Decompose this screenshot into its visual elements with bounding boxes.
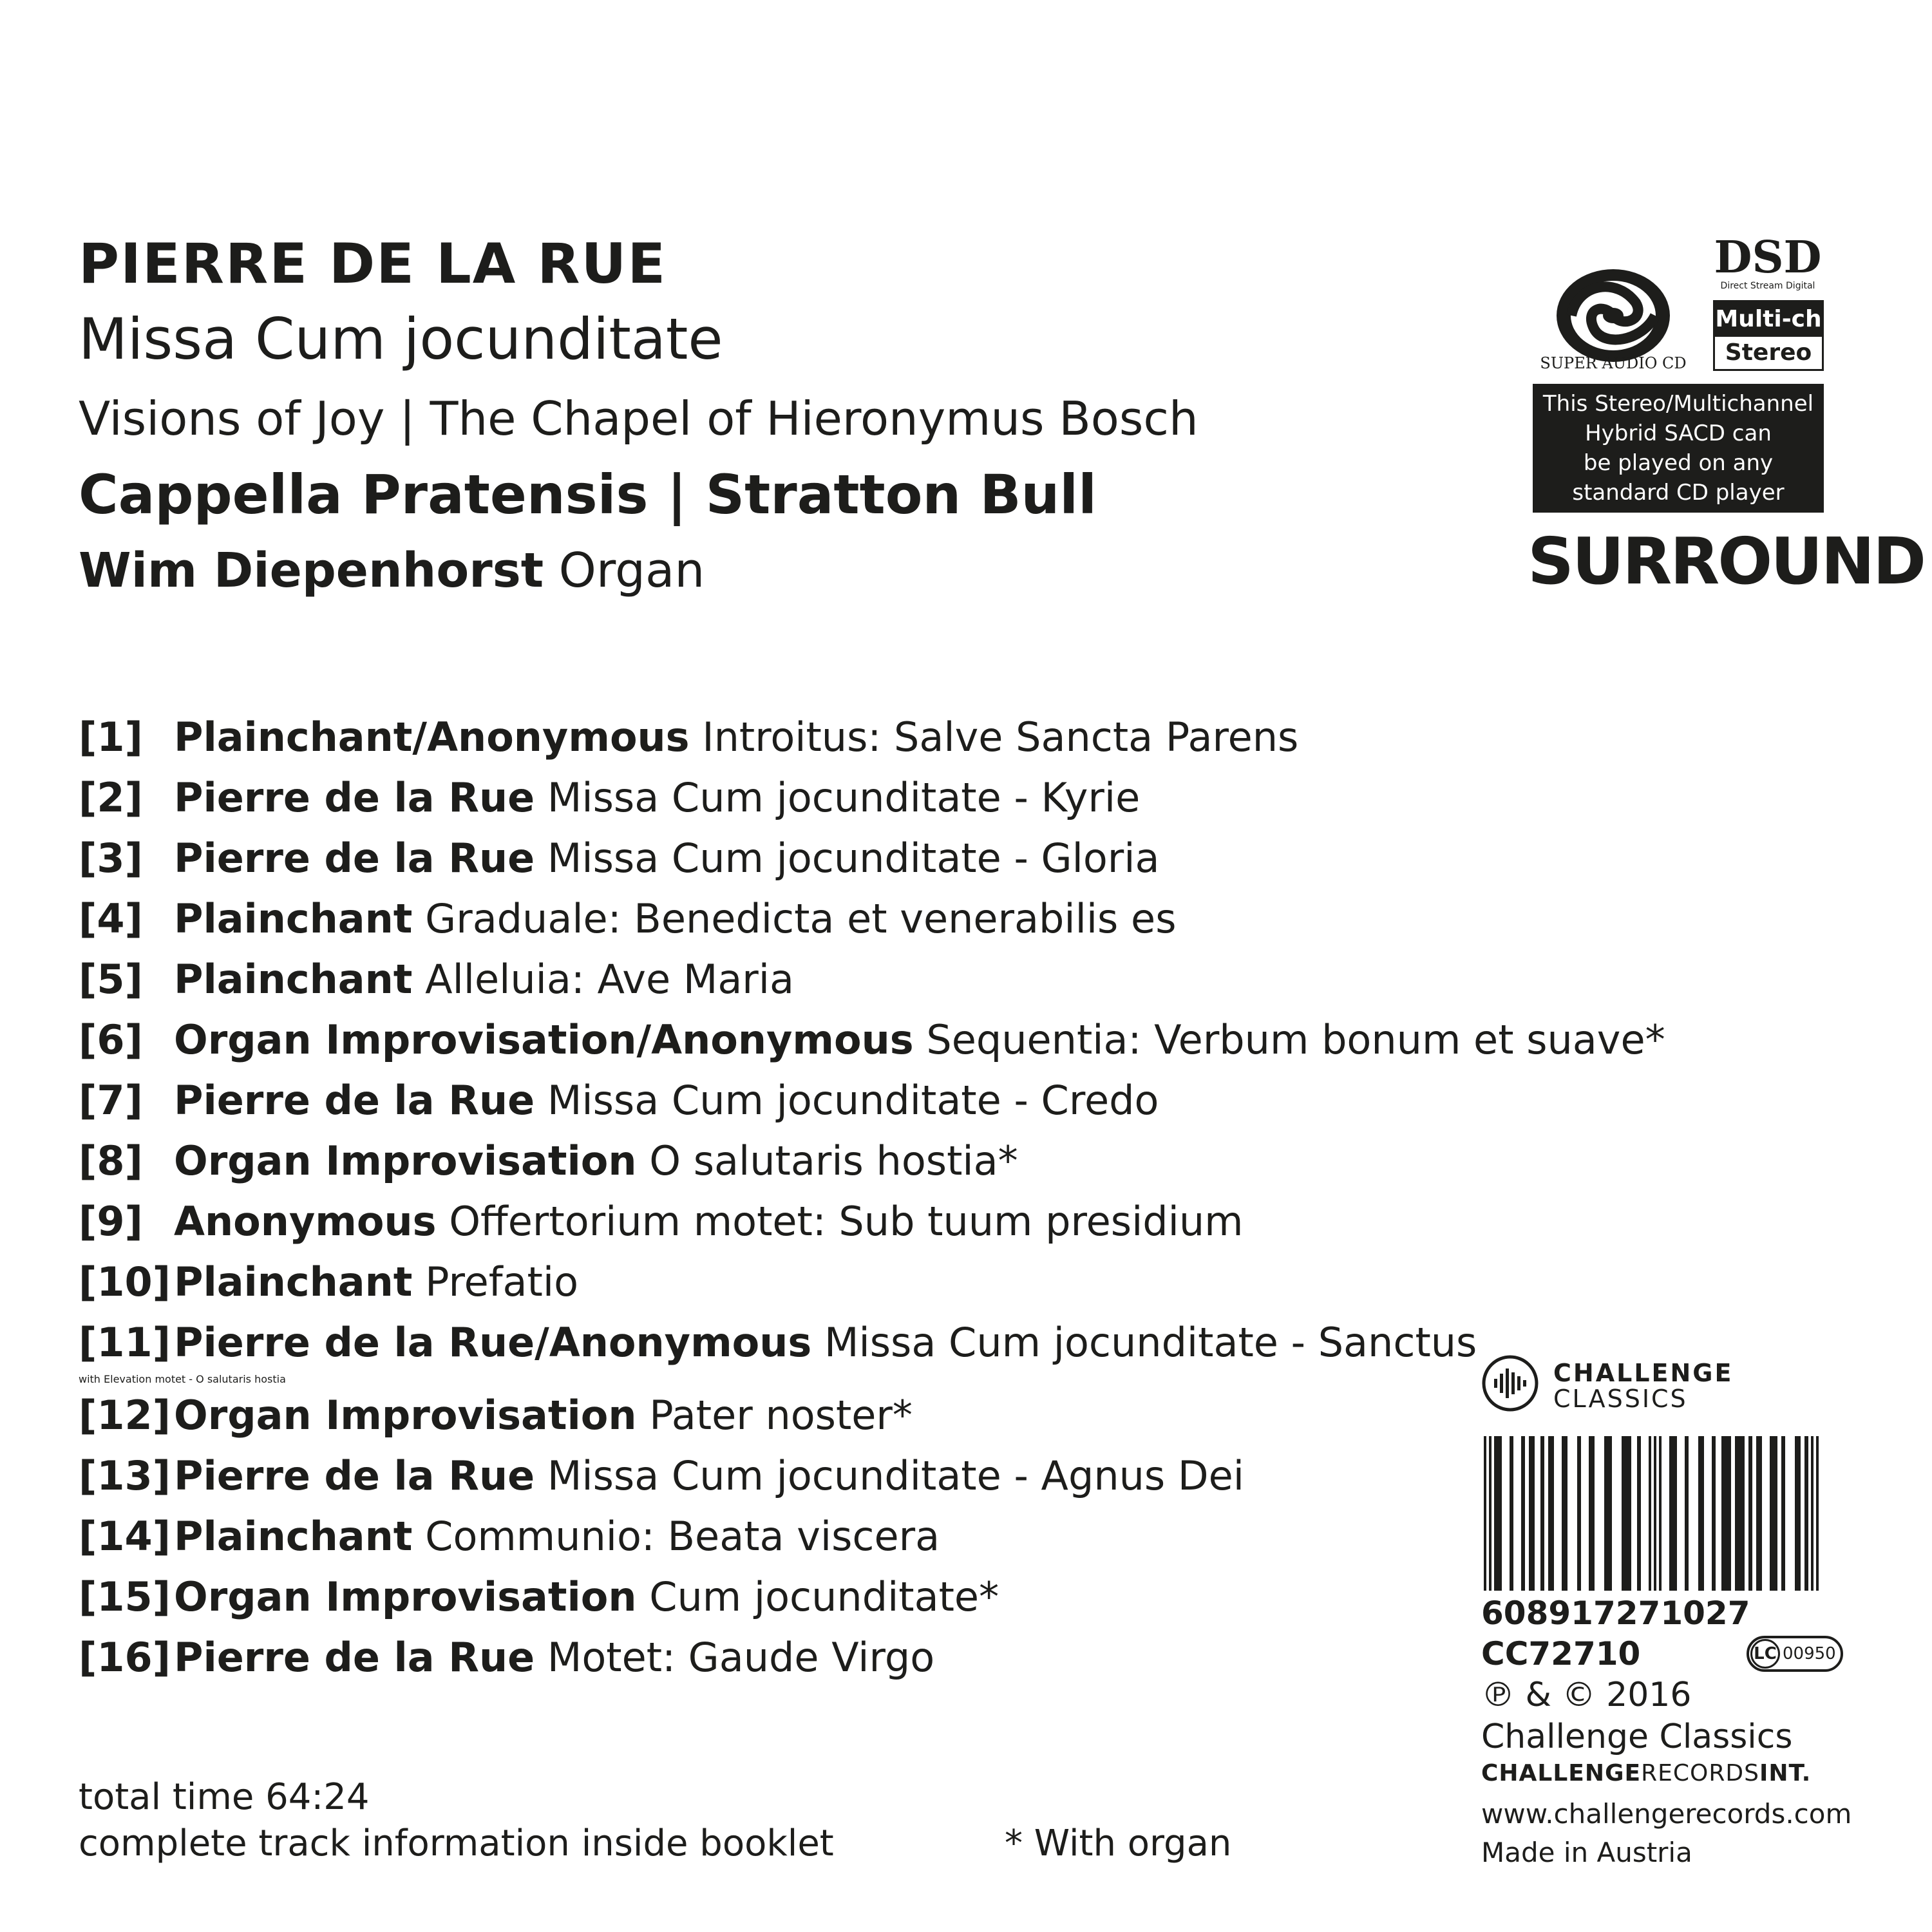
- dsd-badge: DSD: [1714, 232, 1822, 283]
- barcode-bar: [1562, 1436, 1567, 1591]
- track-row: [79, 707, 1560, 768]
- multichannel-stereo-badge: [1713, 300, 1824, 371]
- hybrid-line: This Stereo/Multichannel: [1542, 391, 1814, 417]
- composer-title: PIERRE DE LA RUE: [79, 232, 667, 296]
- barcode-bar: [1748, 1436, 1752, 1591]
- copyright: ℗ & © 2016: [1481, 1676, 1692, 1714]
- track-composer: Plainchant: [174, 1513, 413, 1560]
- track-composer: Pierre de la Rue: [174, 1077, 535, 1124]
- track-body: [174, 707, 1560, 768]
- track-row: [79, 949, 1560, 1010]
- dsd-subtitle: Direct Stream Digital: [1720, 281, 1815, 291]
- track-body: [174, 1252, 1560, 1312]
- barcode-bar: [1548, 1436, 1554, 1591]
- track-number: [2]: [79, 774, 143, 821]
- records-end: INT.: [1759, 1760, 1812, 1786]
- track-composer: Anonymous: [174, 1198, 437, 1245]
- track-title: Communio: Beata viscera: [425, 1513, 940, 1560]
- track-composer: Pierre de la Rue: [174, 835, 535, 882]
- track-number: [8]: [79, 1137, 143, 1184]
- track-title-continuation: with Elevation motet - O salutaris hostia: [79, 1373, 286, 1385]
- barcode-bar: [1669, 1436, 1677, 1591]
- performers: Cappella Pratensis | Stratton Bull: [79, 463, 1097, 526]
- barcode-bar: [1577, 1436, 1581, 1591]
- organ-footnote: * With organ: [1005, 1823, 1232, 1864]
- track-title: Cum jocunditate*: [649, 1573, 999, 1620]
- work-title: Missa Cum jocunditate: [79, 306, 723, 372]
- challenge-records-wordmark: [1481, 1758, 1811, 1789]
- album-subtitle: Visions of Joy | The Chapel of Hieronymus Bosch: [79, 392, 1198, 446]
- records-mid: RECORDS: [1641, 1760, 1759, 1786]
- label-name: CHALLENGE: [1553, 1359, 1734, 1387]
- track-number: [4]: [79, 895, 143, 942]
- barcode-bar: [1811, 1436, 1814, 1591]
- track-composer: Organ Improvisation: [174, 1573, 637, 1620]
- track-composer: Plainchant/Anonymous: [174, 714, 690, 761]
- barcode-bar: [1521, 1436, 1525, 1591]
- track-title: Sequentia: Verbum bonum et suave*: [926, 1016, 1665, 1063]
- stereo-label: Stereo: [1725, 339, 1812, 366]
- track-title: Offertorium motet: Sub tuum presidium: [449, 1198, 1244, 1245]
- track-row: [79, 889, 1560, 949]
- track-composer: Plainchant: [174, 1258, 413, 1305]
- track-title: Introitus: Salve Sancta Parens: [702, 714, 1299, 761]
- track-row: [79, 1070, 1560, 1131]
- track-composer: Pierre de la Rue/Anonymous: [174, 1319, 812, 1366]
- website: www.challengerecords.com: [1481, 1798, 1852, 1830]
- track-body: [174, 1010, 1665, 1070]
- track-title: Missa Cum jocunditate - Sanctus: [824, 1319, 1477, 1366]
- catalog-number: CC72710: [1481, 1635, 1641, 1672]
- track-row: [79, 1252, 1560, 1312]
- track-body: [174, 1627, 1560, 1688]
- challenge-classics-logo-icon: [1481, 1354, 1539, 1412]
- track-body: [174, 1446, 1560, 1506]
- organist-role: Organ: [558, 543, 705, 598]
- barcode-bar: [1685, 1436, 1689, 1591]
- records-bold: CHALLENGE: [1481, 1760, 1642, 1786]
- barcode-bar: [1659, 1436, 1662, 1591]
- track-body: [174, 1131, 1560, 1191]
- hybrid-line: be played on any: [1583, 450, 1774, 476]
- track-body: [174, 949, 1560, 1010]
- barcode-bar: [1604, 1436, 1612, 1591]
- track-title: Prefatio: [425, 1258, 579, 1305]
- track-composer: Pierre de la Rue: [174, 1452, 535, 1499]
- hybrid-line: standard CD player: [1572, 480, 1785, 506]
- track-number: [9]: [79, 1198, 143, 1245]
- label-code-badge: [1747, 1636, 1843, 1672]
- barcode-bar: [1698, 1436, 1704, 1591]
- barcode-bar: [1770, 1436, 1777, 1591]
- barcode-number: 608917271027: [1481, 1595, 1750, 1632]
- track-body: [174, 1385, 1560, 1446]
- track-body: [174, 1506, 1560, 1567]
- barcode-bar: [1804, 1436, 1808, 1591]
- track-number: [3]: [79, 835, 143, 882]
- track-body: [174, 1191, 1560, 1252]
- track-title: Motet: Gaude Virgo: [547, 1634, 935, 1681]
- track-row: [79, 1131, 1560, 1191]
- track-title: Missa Cum jocunditate - Kyrie: [547, 774, 1141, 821]
- sacd-label: SUPER AUDIO CD: [1540, 354, 1687, 372]
- barcode-bar: [1494, 1436, 1502, 1591]
- track-number: [7]: [79, 1077, 143, 1124]
- track-row: [79, 1446, 1560, 1506]
- hybrid-sacd-notice: [1533, 384, 1824, 513]
- track-number: [5]: [79, 956, 143, 1003]
- track-row: [79, 1627, 1560, 1688]
- track-composer: Organ Improvisation: [174, 1137, 637, 1184]
- track-row: [79, 828, 1560, 889]
- track-composer: Plainchant: [174, 895, 413, 942]
- track-number: [6]: [79, 1016, 143, 1063]
- hybrid-line: Hybrid SACD can: [1585, 421, 1772, 446]
- track-title: Missa Cum jocunditate - Gloria: [547, 835, 1160, 882]
- barcode-bar: [1654, 1436, 1656, 1591]
- track-number: [11]: [79, 1319, 171, 1366]
- barcode-bar: [1540, 1436, 1544, 1591]
- barcode-bar: [1649, 1436, 1651, 1591]
- surround-badge: SURROUND: [1528, 524, 1925, 599]
- track-number: [14]: [79, 1513, 171, 1560]
- label-subtitle: CLASSICS: [1553, 1385, 1688, 1413]
- track-number: [15]: [79, 1573, 171, 1620]
- track-row: [79, 1191, 1560, 1252]
- track-number: [16]: [79, 1634, 171, 1681]
- lc-number: 00950: [1783, 1644, 1836, 1663]
- barcode-bar: [1622, 1436, 1631, 1591]
- made-in: Made in Austria: [1481, 1837, 1692, 1868]
- track-body: [174, 828, 1560, 889]
- track-body: [174, 1312, 1560, 1373]
- track-composer: Pierre de la Rue: [174, 1634, 535, 1681]
- track-number: [12]: [79, 1392, 171, 1439]
- barcode-bar: [1589, 1436, 1595, 1591]
- track-row: [79, 1506, 1560, 1567]
- barcode: [1481, 1436, 1880, 1591]
- track-body: [174, 889, 1560, 949]
- barcode-bar: [1712, 1436, 1716, 1591]
- track-composer: Pierre de la Rue: [174, 774, 535, 821]
- barcode-bar: [1781, 1436, 1785, 1591]
- barcode-bar: [1510, 1436, 1513, 1591]
- track-title: Graduale: Benedicta et venerabilis es: [425, 895, 1177, 942]
- track-body: [174, 1567, 1560, 1627]
- lc-mark: LC: [1750, 1639, 1780, 1669]
- booklet-note: complete track information inside booklet: [79, 1823, 834, 1864]
- track-row: [79, 1312, 1560, 1373]
- track-body: [174, 768, 1560, 828]
- barcode-bar: [1756, 1436, 1762, 1591]
- barcode-bar: [1735, 1436, 1745, 1591]
- barcode-bar: [1721, 1436, 1731, 1591]
- track-title: O salutaris hostia*: [649, 1137, 1018, 1184]
- barcode-bar: [1816, 1436, 1819, 1591]
- track-composer: Organ Improvisation/Anonymous: [174, 1016, 914, 1063]
- record-company: Challenge Classics: [1481, 1718, 1793, 1756]
- barcode-bar: [1529, 1436, 1535, 1591]
- track-composer: Plainchant: [174, 956, 413, 1003]
- track-number: [13]: [79, 1452, 171, 1499]
- track-row: [79, 1010, 1665, 1070]
- track-row: [79, 1567, 1560, 1627]
- total-time: total time 64:24: [79, 1776, 370, 1818]
- organist-name: Wim Diepenhorst: [79, 543, 544, 598]
- barcode-bar: [1637, 1436, 1641, 1591]
- track-number: [10]: [79, 1258, 171, 1305]
- track-row: [79, 768, 1560, 828]
- track-title: Pater noster*: [649, 1392, 913, 1439]
- track-row: [79, 1385, 1560, 1446]
- track-title: Missa Cum jocunditate - Credo: [547, 1077, 1159, 1124]
- multich-label: Multi-ch: [1715, 302, 1822, 337]
- track-number: [1]: [79, 714, 143, 761]
- organist: [79, 538, 705, 603]
- barcode-bar: [1795, 1436, 1801, 1591]
- barcode-bar: [1484, 1436, 1486, 1591]
- track-title: Alleluia: Ave Maria: [425, 956, 795, 1003]
- track-body: [174, 1070, 1560, 1131]
- barcode-bar: [1489, 1436, 1492, 1591]
- track-composer: Organ Improvisation: [174, 1392, 637, 1439]
- track-title: Missa Cum jocunditate - Agnus Dei: [547, 1452, 1245, 1499]
